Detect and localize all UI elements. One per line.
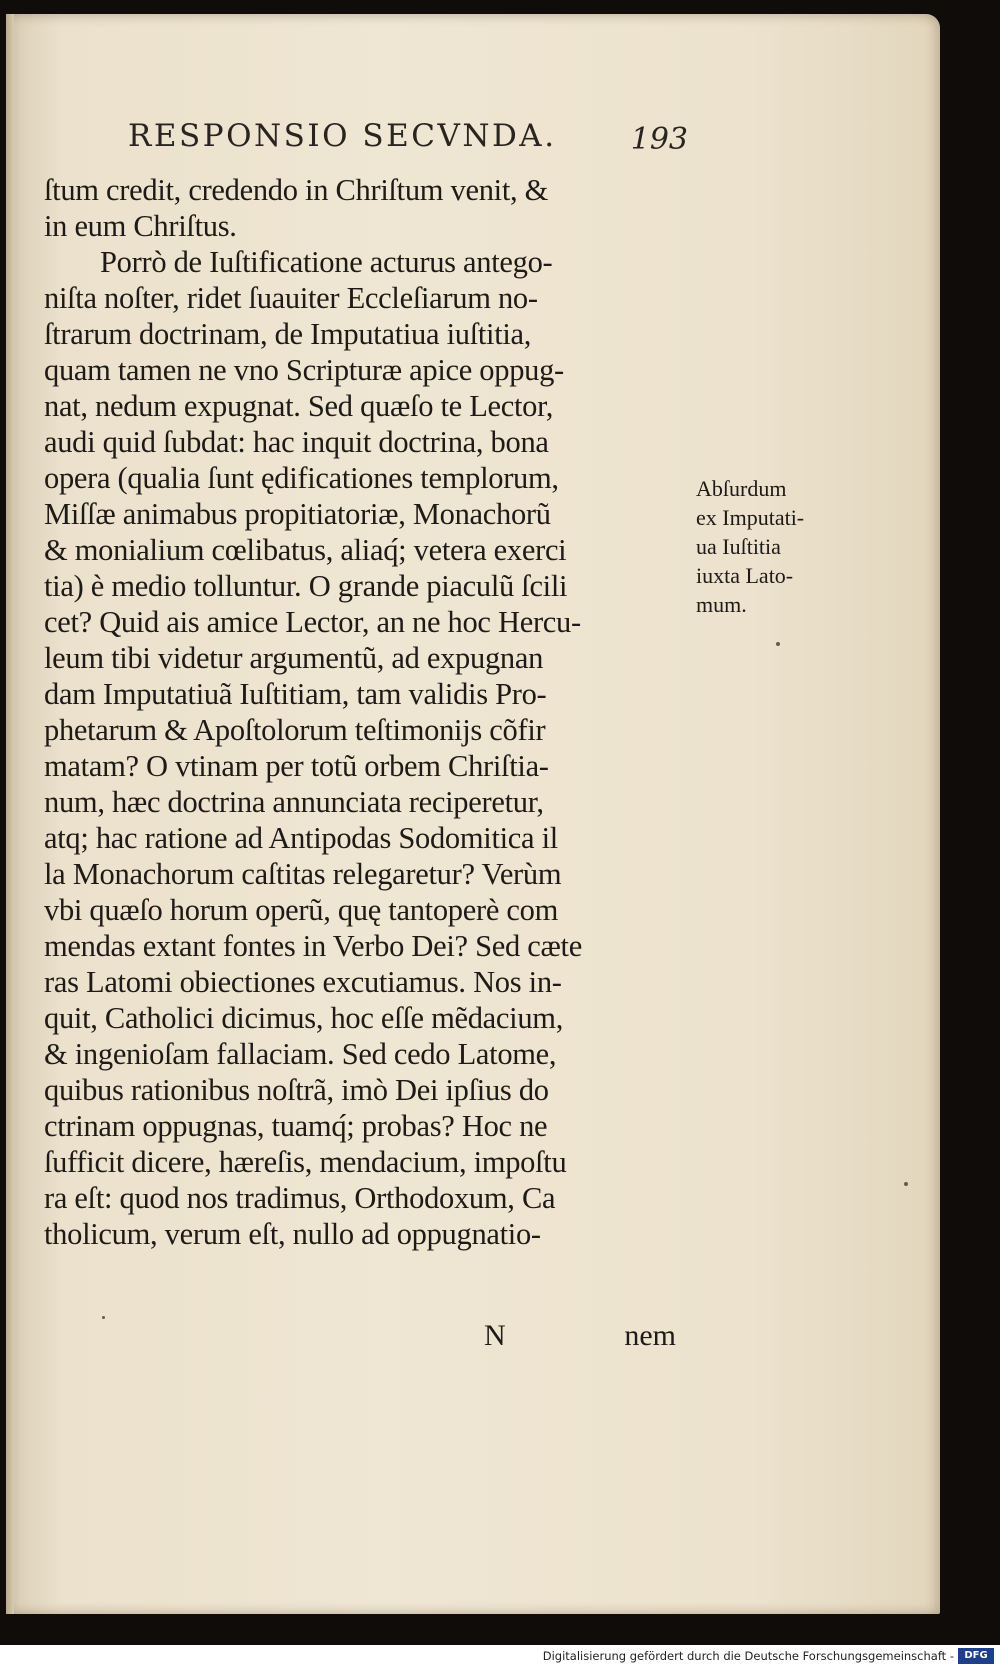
text-line: ſtum credit, credendo in Chriſtum venit, &: [44, 173, 549, 207]
funding-credit: Digitalisierung gefördert durch die Deutsche Forschungsgemeinschaft -: [542, 1649, 954, 1663]
text-line: opera (qualia ſunt ędificationes templorum,: [44, 461, 559, 495]
text-line: in eum Chriſtus.: [44, 209, 237, 243]
text-line: quibus rationibus noſtrã, imò Dei ipſius do: [44, 1073, 549, 1107]
text-line: dam Imputatiuã Iuſtitiam, tam validis Pro-: [44, 677, 547, 711]
catchword: nem: [624, 1319, 676, 1352]
signature-mark: N: [484, 1319, 506, 1352]
paper-speck: [904, 1182, 908, 1186]
text-line: & monialium cœlibatus, aliaq́; vetera exerci: [44, 533, 567, 567]
running-head: RESPONSIO SECVNDA.: [128, 118, 557, 154]
text-line: cet? Quid ais amice Lector, an ne hoc Hercu-: [44, 605, 581, 639]
dfg-logo: DFG: [958, 1648, 994, 1664]
text-line: ras Latomi obiectiones excutiamus. Nos in-: [44, 965, 562, 999]
text-line: phetarum & Apoſtolorum teſtimonijs cõfir: [44, 713, 546, 747]
text-line: audi quid ſubdat: hac inquit doctrina, bona: [44, 425, 549, 459]
text-line: Miſſæ animabus propitiatoriæ, Monachorũ: [44, 497, 551, 531]
margin-note-line: mum.: [696, 592, 747, 617]
margin-note-line: iuxta Lato-: [696, 563, 794, 588]
text-line: Porrò de Iuſtificatione acturus antego-: [100, 245, 553, 279]
margin-note-line: ua Iuſtitia: [696, 534, 781, 559]
text-line: & ingenioſam fallaciam. Sed cedo Latome,: [44, 1037, 557, 1071]
text-line: tholicum, verum eſt, nullo ad oppugnatio-: [44, 1217, 541, 1251]
margin-note-line: Abſurdum: [696, 476, 787, 501]
footer-bar: [0, 1645, 1000, 1669]
text-line: quam tamen ne vno Scripturæ apice oppug-: [44, 353, 564, 387]
catchword-line: [44, 1319, 684, 1359]
text-line: num, hæc doctrina annunciata reciperetur,: [44, 785, 544, 819]
paper-speck: [776, 642, 780, 646]
page-header: [128, 118, 688, 168]
text-line: atq; hac ratione ad Antipodas Sodomitica il: [44, 821, 558, 855]
page-gutter-edge: [6, 14, 14, 1614]
book-page: [6, 14, 940, 1614]
text-line: quit, Catholici dicimus, hoc eſſe mẽdacium,: [44, 1001, 564, 1035]
paper-speck: [102, 1316, 105, 1319]
text-line: leum tibi videtur argumentũ, ad expugnan: [44, 641, 544, 675]
text-line: ra eſt: quod nos tradimus, Orthodoxum, Ca: [44, 1181, 556, 1215]
text-line: tia) è medio tolluntur. O grande piaculũ ſcili: [44, 569, 568, 603]
text-line: ſufficit dicere, hæreſis, mendacium, impoſtu: [44, 1145, 567, 1179]
margin-note-line: ex Imputati-: [696, 505, 805, 530]
text-line: nat, nedum expugnat. Sed quæſo te Lector,: [44, 389, 554, 423]
text-line: ctrinam oppugnas, tuamq́; probas? Hoc ne: [44, 1109, 548, 1143]
page-number: 193: [630, 122, 688, 157]
text-line: ſtrarum doctrinam, de Imputatiua iuſtitia,: [44, 317, 532, 351]
text-line: matam? O vtinam per totũ orbem Chriſtia-: [44, 749, 549, 783]
text-line: niſta noſter, ridet ſuauiter Eccleſiarum no-: [44, 281, 538, 315]
text-line: la Monachorum caſtitas relegaretur? Verùm: [44, 857, 562, 891]
text-line: mendas extant fontes in Verbo Dei? Sed cæte: [44, 929, 582, 963]
text-line: vbi quæſo horum operũ, quę tantoperè com: [44, 893, 559, 927]
margin-note: [696, 474, 856, 619]
body-text: [44, 172, 694, 1252]
